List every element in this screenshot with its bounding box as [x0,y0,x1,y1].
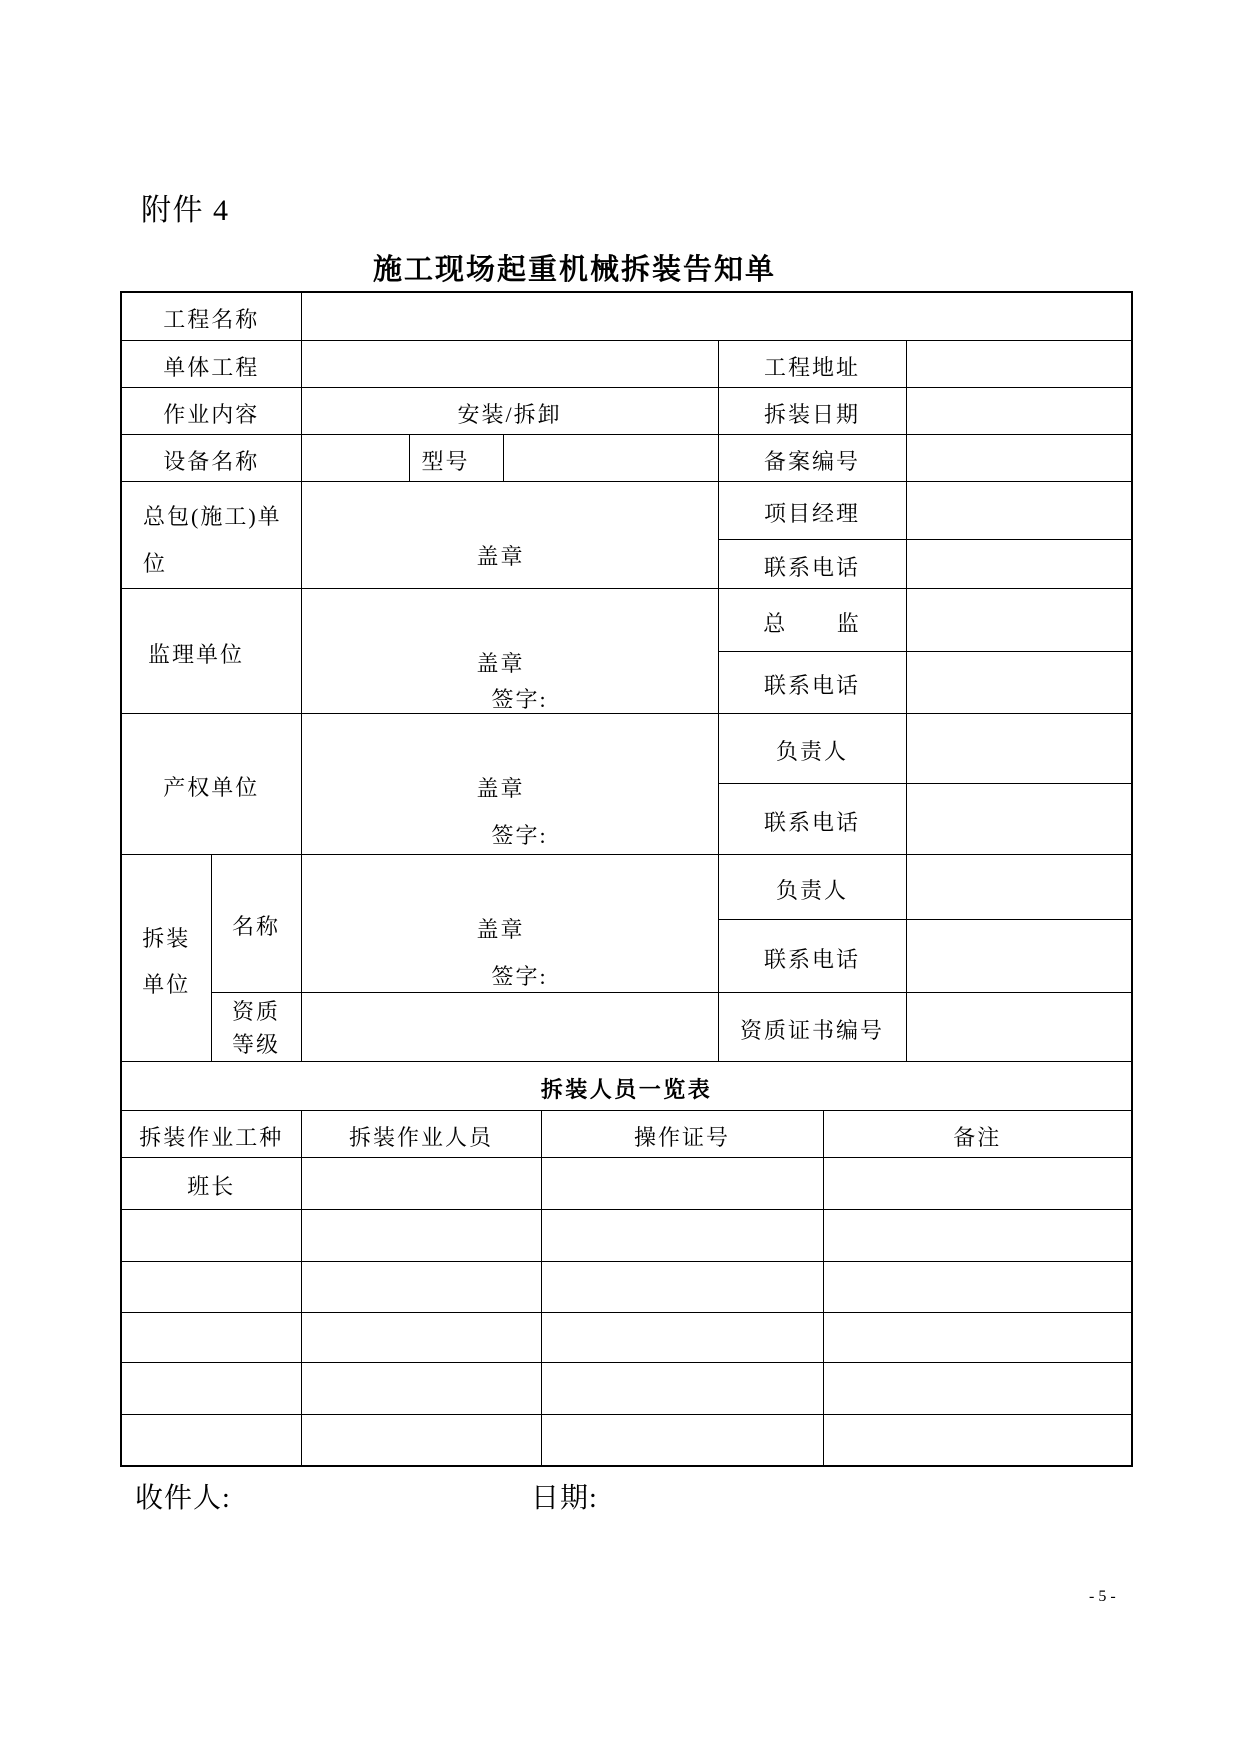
signature-label: 签字: [491,686,548,712]
project-address-label: 工程地址 [718,340,906,387]
table-row [121,1312,1132,1362]
supervisor-phone-value [906,651,1132,713]
owner-phone-label: 联系电话 [718,783,906,854]
owner-phone-value [906,783,1132,854]
personnel-remarks-cell [823,1362,1132,1414]
general-contractor-phone-label: 联系电话 [718,539,906,588]
row-work-content [121,387,1132,434]
owner-seal-cell [301,713,718,854]
personnel-certificate-cell [541,1312,823,1362]
table-row [121,1157,1132,1209]
seal-label: 盖章 [476,650,525,676]
personnel-name-cell [301,1362,541,1414]
owner-person-value [906,713,1132,783]
personnel-name-cell [301,1312,541,1362]
owner-label: 产权单位 [121,713,301,854]
recipient-label: 收件人: [135,1483,231,1514]
notice-form-table [120,291,1133,1467]
seal-label: 盖章 [476,775,525,801]
row-general-contractor-1 [121,481,1132,539]
personnel-list-title: 拆装人员一览表 [121,1061,1132,1110]
model-value [503,434,718,481]
model-label: 型号 [409,434,503,481]
table-row [121,1209,1132,1261]
seal-label: 盖章 [476,916,525,942]
personnel-trade-cell [121,1414,301,1466]
unit-project-value [301,340,718,387]
row-equipment [121,434,1132,481]
supervisor-seal-cell [301,588,718,713]
installer-label: 拆装单位 [142,925,191,997]
personnel-certificate-cell [541,1261,823,1312]
table-row [121,1414,1132,1466]
row-unit-project [121,340,1132,387]
personnel-certificate-cell [541,1209,823,1261]
project-name-label: 工程名称 [121,292,301,340]
personnel-trade-cell: 班长 [121,1157,301,1209]
column-header-remarks: 备注 [823,1110,1132,1157]
qualification-value [301,992,718,1061]
unit-project-label: 单体工程 [121,340,301,387]
qualification-label-cell [211,992,301,1061]
project-manager-label: 项目经理 [718,481,906,539]
record-number-value [906,434,1132,481]
project-address-value [906,340,1132,387]
project-manager-value [906,481,1132,539]
personnel-header-row [121,1110,1132,1157]
personnel-certificate-cell [541,1157,823,1209]
column-header-trade: 拆装作业工种 [121,1110,301,1157]
row-supervisor-1 [121,588,1132,651]
supervisor-label: 监理单位 [121,588,301,713]
installer-phone-label: 联系电话 [718,919,906,992]
personnel-certificate-cell [541,1414,823,1466]
personnel-name-cell [301,1157,541,1209]
personnel-trade-cell [121,1362,301,1414]
personnel-trade-cell [121,1312,301,1362]
equipment-name-label: 设备名称 [121,434,301,481]
form-body [121,292,1132,1466]
table-row [121,1362,1132,1414]
personnel-trade-cell [121,1209,301,1261]
installer-seal-cell [301,854,718,992]
personnel-name-cell [301,1261,541,1312]
row-installer-1 [121,854,1132,919]
personnel-remarks-cell [823,1312,1132,1362]
column-header-certificate: 操作证号 [541,1110,823,1157]
owner-person-label: 负责人 [718,713,906,783]
install-date-label: 拆装日期 [718,387,906,434]
certificate-number-value [906,992,1132,1061]
work-content-label: 作业内容 [121,387,301,434]
attachment-label: 附件 4 [141,194,230,227]
chief-supervisor-label: 总 监 [718,588,906,651]
general-contractor-seal-cell [301,481,718,588]
page-number: - 5 - [1089,1588,1116,1605]
installer-name-label: 名称 [211,854,301,992]
personnel-remarks-cell [823,1157,1132,1209]
personnel-name-cell [301,1414,541,1466]
page-title: 施工现场起重机械拆装告知单 [373,254,777,286]
work-content-value: 安装/拆卸 [301,387,718,434]
personnel-trade-cell [121,1261,301,1312]
certificate-number-label: 资质证书编号 [718,992,906,1061]
row-project-name [121,292,1132,340]
table-row [121,1261,1132,1312]
installer-label-cell [121,854,211,1061]
personnel-name-cell [301,1209,541,1261]
signature-label: 签字: [491,822,548,848]
installer-person-label: 负责人 [718,854,906,919]
personnel-certificate-cell [541,1362,823,1414]
installer-phone-value [906,919,1132,992]
general-contractor-phone-value [906,539,1132,588]
personnel-remarks-cell [823,1209,1132,1261]
date-label: 日期: [531,1483,598,1514]
personnel-remarks-cell [823,1414,1132,1466]
chief-supervisor-value [906,588,1132,651]
qualification-label: 资质等级 [231,998,280,1057]
row-personnel-title [121,1061,1132,1110]
project-name-value [301,292,1132,340]
install-date-value [906,387,1132,434]
record-number-label: 备案编号 [718,434,906,481]
column-header-personnel: 拆装作业人员 [301,1110,541,1157]
seal-label: 盖章 [476,543,525,569]
row-installer-3 [121,992,1132,1061]
personnel-remarks-cell [823,1261,1132,1312]
equipment-name-value [301,434,409,481]
row-owner-1 [121,713,1132,783]
signature-label: 签字: [491,963,548,989]
supervisor-phone-label: 联系电话 [718,651,906,713]
installer-person-value [906,854,1132,919]
general-contractor-label: 总包(施工)单位 [121,481,301,588]
